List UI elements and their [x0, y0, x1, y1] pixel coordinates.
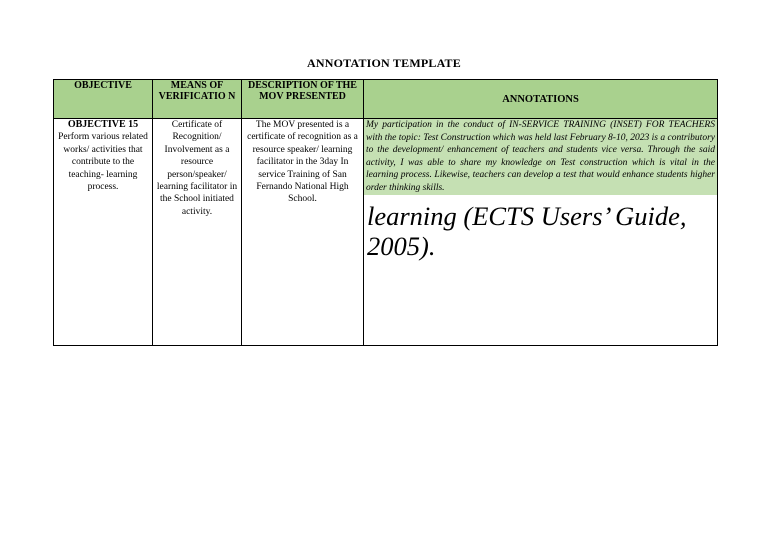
- page-title: ANNOTATION TEMPLATE: [307, 56, 461, 70]
- description-text: The MOV presented is a certificate of recognition as a resource speaker/ learning facilitator in the 3day In service Training of San Fernando National High School.: [247, 120, 358, 205]
- objective-text: Perform various related works/ activities that contribute to the teaching- learning process.: [58, 132, 148, 193]
- annotation-text: My participation in the conduct of IN-SERVICE TRAINING (INSET) FOR TEACHERS with the topic: Test Construction which was held last February 8-10, 2023 is a contributory to the development/ enhancement of teachers and students vice versa. Through the said activity, I was able to share my knowledge on Test construction which is vital in the learning process. Likewise, teachers can develop a test that would enhance students higher order thinking skills.: [366, 120, 715, 193]
- header-description: DESCRIPTION OF THE MOV PRESENTED: [242, 80, 364, 119]
- objective-label: OBJECTIVE 15: [67, 119, 139, 130]
- annotation-large-text: learning (ECTS Users’ Guide, 2005).: [367, 200, 687, 261]
- annotation-table: [53, 79, 718, 346]
- header-means-of-verification: MEANS OF VERIFICATIO N: [153, 80, 242, 119]
- table-row: [54, 119, 718, 346]
- objective-cell: [54, 119, 153, 346]
- description-cell: [242, 119, 364, 346]
- header-objective: OBJECTIVE: [54, 80, 153, 119]
- annotation-cell: [364, 119, 718, 346]
- header-row: [54, 80, 718, 119]
- means-cell: [153, 119, 242, 346]
- means-text: Certificate of Recognition/ Involvement as a resource person/speaker/ learning facilitator in the School initiated activity.: [156, 120, 238, 217]
- header-annotations: ANNOTATIONS: [364, 80, 718, 119]
